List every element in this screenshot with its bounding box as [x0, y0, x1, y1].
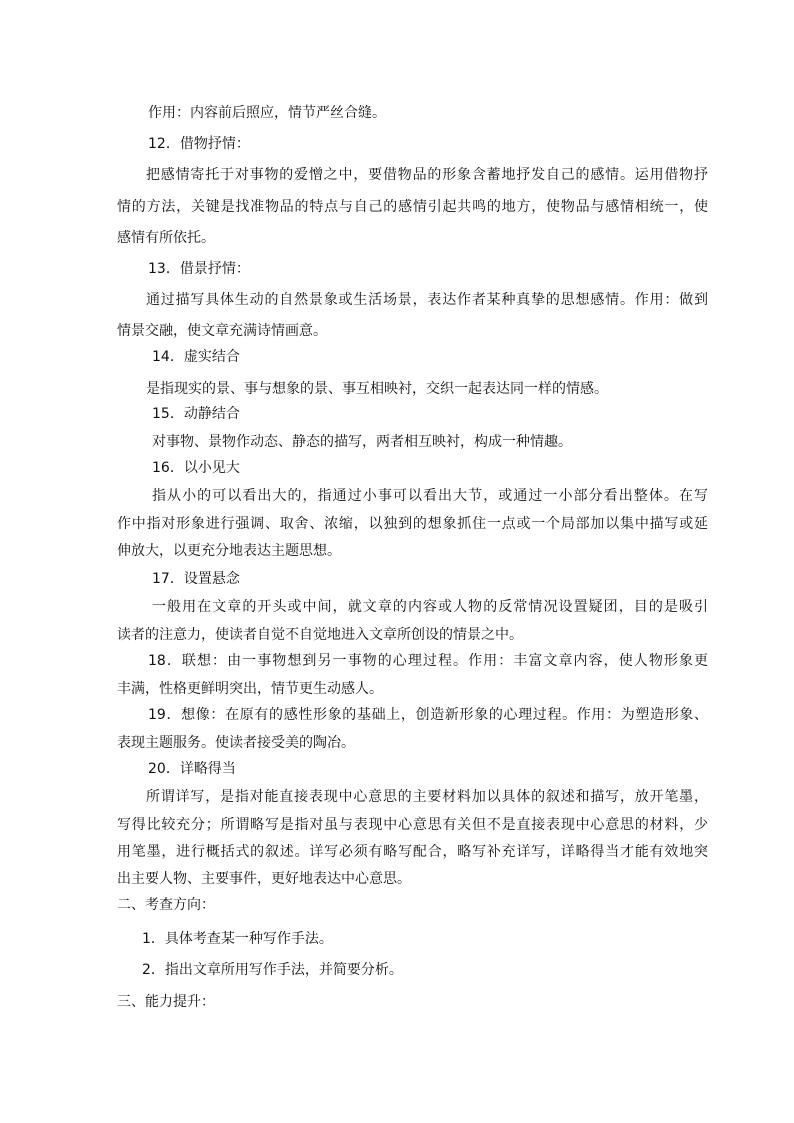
paragraph-line: 用笔墨，进行概括式的叙述。详写必须有略写配合，略写补充详写，详略得当才能有效地突 [117, 844, 708, 860]
section-heading-12: 12．借物抒情： [148, 136, 250, 152]
paragraph-line: 读者的注意力，使读者自觉不自觉地进入文章所创设的情景之中。 [117, 627, 523, 643]
section-heading-16: 16．以小见大 [152, 460, 240, 476]
paragraph-line: 一般用在文章的开头或中间，就文章的内容或人物的反常情况设置疑团，目的是吸引 [152, 599, 708, 615]
paragraph-line: 指从小的可以看出大的，指通过小事可以看出大节，或通过一小部分看出整体。在写 [152, 488, 708, 504]
paragraph-line: 写得比较充分；所谓略写是指对虽与表现中心意思有关但不是直接表现中心意思的材料，少 [117, 817, 708, 833]
effect-line: 作用：内容前后照应，情节严丝合缝。 [148, 105, 386, 121]
paragraph-line: 作中指对形象进行强调、取舍、浓缩，以独到的想象抓住一点或一个局部加以集中描写或延 [117, 516, 708, 532]
part-heading-2: 二、考查方向： [117, 897, 215, 913]
paragraph-line: 18．联想：由一事物想到另一事物的心理过程。作用：丰富文章内容，使人物形象更 [148, 653, 708, 669]
paragraph-line: 表现主题服务。使读者接受美的陶冶。 [117, 735, 355, 751]
paragraph-line: 伸放大，以更充分地表达主题思想。 [117, 543, 341, 559]
paragraph-line: 情景交融，使文章充满诗情画意。 [117, 323, 327, 339]
list-item: 1．具体考查某一种写作手法。 [142, 931, 333, 947]
part-heading-3: 三、能力提升： [117, 994, 215, 1010]
paragraph-line: 丰满，性格更鲜明突出，情节更生动感人。 [117, 681, 383, 697]
section-heading-20: 20．详略得当 [148, 761, 236, 777]
paragraph-line: 所谓详写，是指对能直接表现中心意思的主要材料加以具体的叙述和描写，放开笔墨， [146, 789, 708, 805]
section-heading-13: 13．借景抒情： [148, 261, 250, 277]
paragraph-line: 通过描写具体生动的自然景象或生活场景，表达作者某种真挚的思想感情。作用：做到 [146, 292, 708, 308]
paragraph-line: 把感情寄托于对事物的爱憎之中，要借物品的形象含蓄地抒发自己的感情。运用借物抒 [146, 167, 708, 183]
paragraph-line: 感情有所依托。 [117, 230, 215, 246]
section-heading-17: 17．设置悬念 [152, 571, 240, 587]
paragraph-line: 是指现实的景、事与想象的景、事互相映衬，交织一起表达同一样的情感。 [146, 381, 608, 397]
section-heading-14: 14．虚实结合 [152, 349, 240, 365]
paragraph-line: 19．想像：在原有的感性形象的基础上，创造新形象的心理过程。作用：为塑造形象、 [148, 707, 708, 723]
list-item: 2．指出文章所用写作手法，并简要分析。 [142, 962, 403, 978]
paragraph-line: 对事物、景物作动态、静态的描写，两者相互映衬，构成一种情趣。 [152, 434, 572, 450]
paragraph-line: 出主要人物、主要事件，更好地表达中心意思。 [117, 871, 411, 887]
paragraph-line: 情的方法，关键是找准物品的特点与自己的感情引起共鸣的地方，使物品与感情相统一，使 [117, 199, 708, 215]
section-heading-15: 15．动静结合 [152, 406, 240, 422]
